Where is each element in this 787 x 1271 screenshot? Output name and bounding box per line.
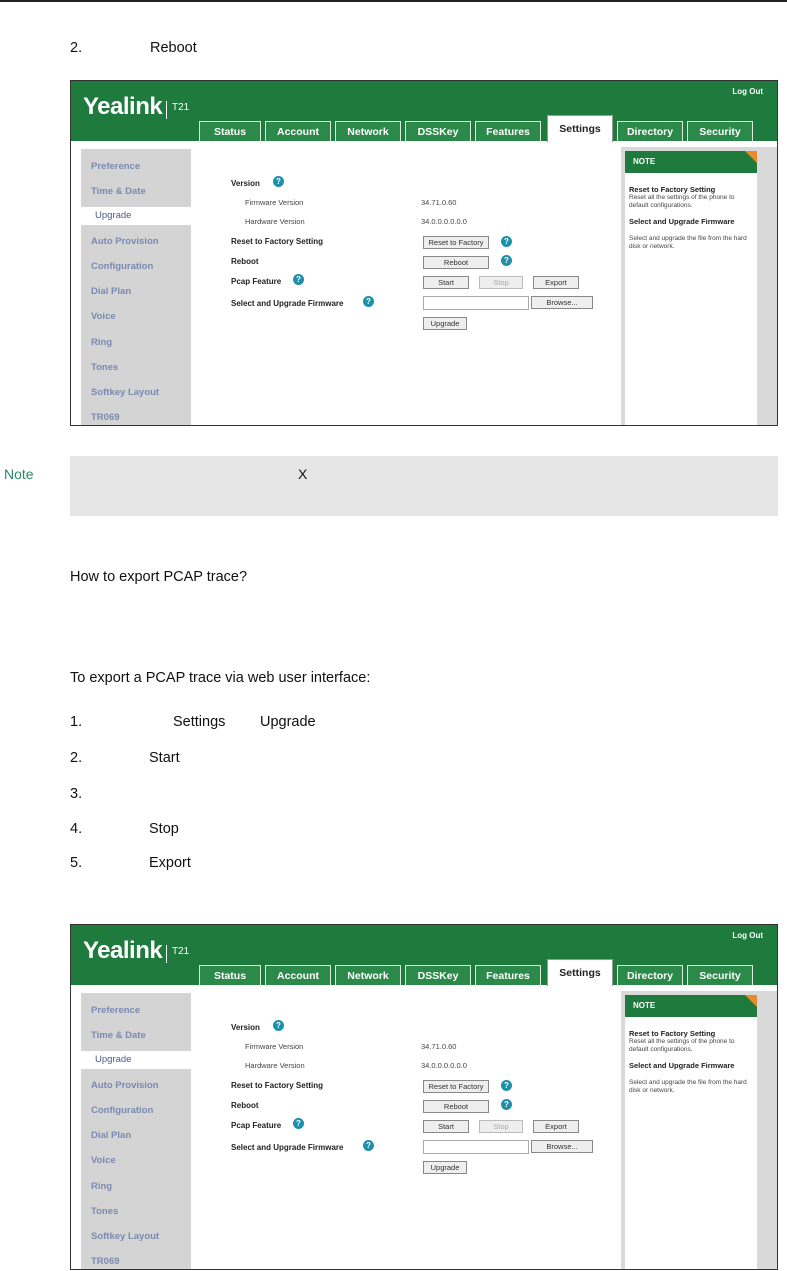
step-number: 1. <box>70 714 83 730</box>
tab-dsskey[interactable]: DSSKey <box>405 121 471 141</box>
step-keyword: Upgrade <box>260 714 316 730</box>
hardware-version-value: 34.0.0.0.0.0.0 <box>421 217 467 226</box>
note-reset-heading: Reset to Factory Setting <box>629 1029 716 1038</box>
firmware-version-value: 34.71.0.60 <box>421 198 457 207</box>
firmware-version-label: Firmware Version <box>245 198 304 207</box>
reboot-button[interactable]: Reboot <box>423 256 489 269</box>
hardware-version-value: 34.0.0.0.0.0.0 <box>421 1061 467 1070</box>
tab-features[interactable]: Features <box>475 121 541 141</box>
pcap-feature-label: Pcap Feature <box>231 277 282 286</box>
tab-status[interactable]: Status <box>199 965 261 985</box>
help-icon[interactable]: ? <box>501 1080 512 1091</box>
pcap-start-button[interactable]: Start <box>423 1120 469 1133</box>
logout-link[interactable]: Log Out <box>732 87 763 96</box>
note-box <box>70 456 778 516</box>
note-select-heading: Select and Upgrade Firmware <box>629 217 735 226</box>
yealink-logo: Yealink <box>83 93 163 120</box>
sidebar-item-voice[interactable]: Voice <box>91 311 116 322</box>
right-edge-bar <box>761 991 778 1270</box>
pcap-stop-button[interactable]: Stop <box>479 276 523 289</box>
help-icon[interactable]: ? <box>501 255 512 266</box>
step-keyword: Stop <box>149 821 179 837</box>
sidebar-item-preference[interactable]: Preference <box>91 161 141 172</box>
note-reset-heading: Reset to Factory Setting <box>629 185 716 194</box>
reset-factory-button[interactable]: Reset to Factory <box>423 236 489 249</box>
tab-settings[interactable]: Settings <box>547 115 613 142</box>
step-number: 4. <box>70 821 83 837</box>
procedure-title: To export a PCAP trace via web user interface: <box>70 670 371 686</box>
tab-network[interactable]: Network <box>335 965 401 985</box>
firmware-version-value: 34.71.0.60 <box>421 1042 457 1051</box>
note-body <box>625 1017 757 1269</box>
tab-security[interactable]: Security <box>687 121 753 141</box>
note-header <box>625 151 757 173</box>
tab-security[interactable]: Security <box>687 965 753 985</box>
sidebar-item-time-date[interactable]: Time & Date <box>91 1030 146 1041</box>
note-body <box>625 173 757 425</box>
right-edge-bar <box>761 147 778 426</box>
note-header <box>625 995 757 1017</box>
sidebar-item-dial-plan[interactable]: Dial Plan <box>91 1130 132 1141</box>
logout-link[interactable]: Log Out <box>732 931 763 940</box>
tab-network[interactable]: Network <box>335 121 401 141</box>
note-select-text: Select and upgrade the file from the hard disk or network. <box>629 235 747 250</box>
web-ui-screenshot-2 <box>70 924 778 1270</box>
note-panel <box>621 991 761 1270</box>
step-number: 2. <box>70 750 83 766</box>
tab-account[interactable]: Account <box>265 121 331 141</box>
sidebar-item-tones[interactable]: Tones <box>91 362 119 373</box>
logo-separator <box>166 101 167 119</box>
tab-dsskey[interactable]: DSSKey <box>405 965 471 985</box>
note-select-text: Select and upgrade the file from the hard disk or network. <box>629 1079 747 1094</box>
firmware-version-label: Firmware Version <box>245 1042 304 1051</box>
note-reset-text: Reset all the settings of the phone to default configurations. <box>629 1038 735 1053</box>
note-corner-icon <box>745 151 757 163</box>
note-box-text: X <box>298 466 308 482</box>
sidebar-item-preference[interactable]: Preference <box>91 1005 141 1016</box>
model-label: T21 <box>172 102 190 113</box>
sidebar-item-softkey-layout[interactable]: Softkey Layout <box>91 1231 160 1242</box>
reboot-label: Reboot <box>231 257 259 266</box>
hardware-version-label: Hardware Version <box>245 1061 305 1070</box>
browse-button[interactable]: Browse... <box>531 1140 593 1153</box>
sidebar-item-auto-provision[interactable]: Auto Provision <box>91 1080 159 1091</box>
help-icon[interactable]: ? <box>363 1140 374 1151</box>
tab-status[interactable]: Status <box>199 121 261 141</box>
sidebar-item-time-date[interactable]: Time & Date <box>91 186 146 197</box>
sidebar-item-tr069[interactable]: TR069 <box>91 1256 120 1267</box>
reset-factory-label: Reset to Factory Setting <box>231 237 324 246</box>
step-keyword: Start <box>149 750 180 766</box>
select-upgrade-firmware-label: Select and Upgrade Firmware <box>231 299 344 308</box>
tab-directory[interactable]: Directory <box>617 121 683 141</box>
firmware-file-input[interactable] <box>423 296 529 310</box>
browse-button[interactable]: Browse... <box>531 296 593 309</box>
sidebar-item-tr069[interactable]: TR069 <box>91 412 120 423</box>
sidebar-item-dial-plan[interactable]: Dial Plan <box>91 286 132 297</box>
note-label: Note <box>4 466 34 482</box>
help-icon[interactable]: ? <box>293 1118 304 1129</box>
version-label: Version <box>231 1023 260 1032</box>
hardware-version-label: Hardware Version <box>245 217 305 226</box>
note-panel <box>621 147 761 426</box>
tab-directory[interactable]: Directory <box>617 965 683 985</box>
help-icon[interactable]: ? <box>293 274 304 285</box>
sidebar-item-voice[interactable]: Voice <box>91 1155 116 1166</box>
select-upgrade-firmware-label: Select and Upgrade Firmware <box>231 1143 344 1152</box>
reset-factory-label: Reset to Factory Setting <box>231 1081 324 1090</box>
sidebar-item-configuration[interactable]: Configuration <box>91 1105 154 1116</box>
note-title: NOTE <box>633 157 656 166</box>
step-keyword: Settings <box>173 714 226 730</box>
firmware-file-input[interactable] <box>423 1140 529 1154</box>
help-icon[interactable]: ? <box>363 296 374 307</box>
reset-factory-button[interactable]: Reset to Factory <box>423 1080 489 1093</box>
pcap-stop-button[interactable]: Stop <box>479 1120 523 1133</box>
help-icon[interactable]: ? <box>501 236 512 247</box>
web-ui-screenshot-1 <box>70 80 778 426</box>
step-number: 5. <box>70 855 83 871</box>
model-label: T21 <box>172 946 190 957</box>
note-corner-icon <box>745 995 757 1007</box>
reboot-button[interactable]: Reboot <box>423 1100 489 1113</box>
pcap-export-button[interactable]: Export <box>533 1120 579 1133</box>
step-number: 2. <box>70 40 83 56</box>
step-keyword: Reboot <box>150 40 197 56</box>
sidebar-item-configuration[interactable]: Configuration <box>91 261 154 272</box>
step-keyword: Export <box>149 855 191 871</box>
logo-separator <box>166 945 167 963</box>
help-icon[interactable]: ? <box>273 176 284 187</box>
sidebar-item-softkey-layout[interactable]: Softkey Layout <box>91 387 160 398</box>
yealink-logo: Yealink <box>83 937 163 964</box>
help-icon[interactable]: ? <box>273 1020 284 1031</box>
page-top-rule <box>0 0 787 2</box>
upgrade-button[interactable]: Upgrade <box>423 317 467 330</box>
sidebar-item-ring[interactable]: Ring <box>91 337 113 348</box>
sidebar-item-upgrade[interactable]: Upgrade <box>81 1051 191 1069</box>
reboot-label: Reboot <box>231 1101 259 1110</box>
tab-account[interactable]: Account <box>265 965 331 985</box>
upgrade-button[interactable]: Upgrade <box>423 1161 467 1174</box>
note-reset-text: Reset all the settings of the phone to default configurations. <box>629 194 735 209</box>
version-label: Version <box>231 179 260 188</box>
note-title: NOTE <box>633 1001 656 1010</box>
pcap-start-button[interactable]: Start <box>423 276 469 289</box>
sidebar-item-ring[interactable]: Ring <box>91 1181 113 1192</box>
tab-settings[interactable]: Settings <box>547 959 613 986</box>
sidebar-item-auto-provision[interactable]: Auto Provision <box>91 236 159 247</box>
sidebar-item-upgrade[interactable]: Upgrade <box>81 207 191 225</box>
help-icon[interactable]: ? <box>501 1099 512 1110</box>
sidebar-item-tones[interactable]: Tones <box>91 1206 119 1217</box>
note-select-heading: Select and Upgrade Firmware <box>629 1061 735 1070</box>
step-number: 3. <box>70 786 83 802</box>
tab-features[interactable]: Features <box>475 965 541 985</box>
pcap-feature-label: Pcap Feature <box>231 1121 282 1130</box>
question-heading: How to export PCAP trace? <box>70 569 248 585</box>
pcap-export-button[interactable]: Export <box>533 276 579 289</box>
